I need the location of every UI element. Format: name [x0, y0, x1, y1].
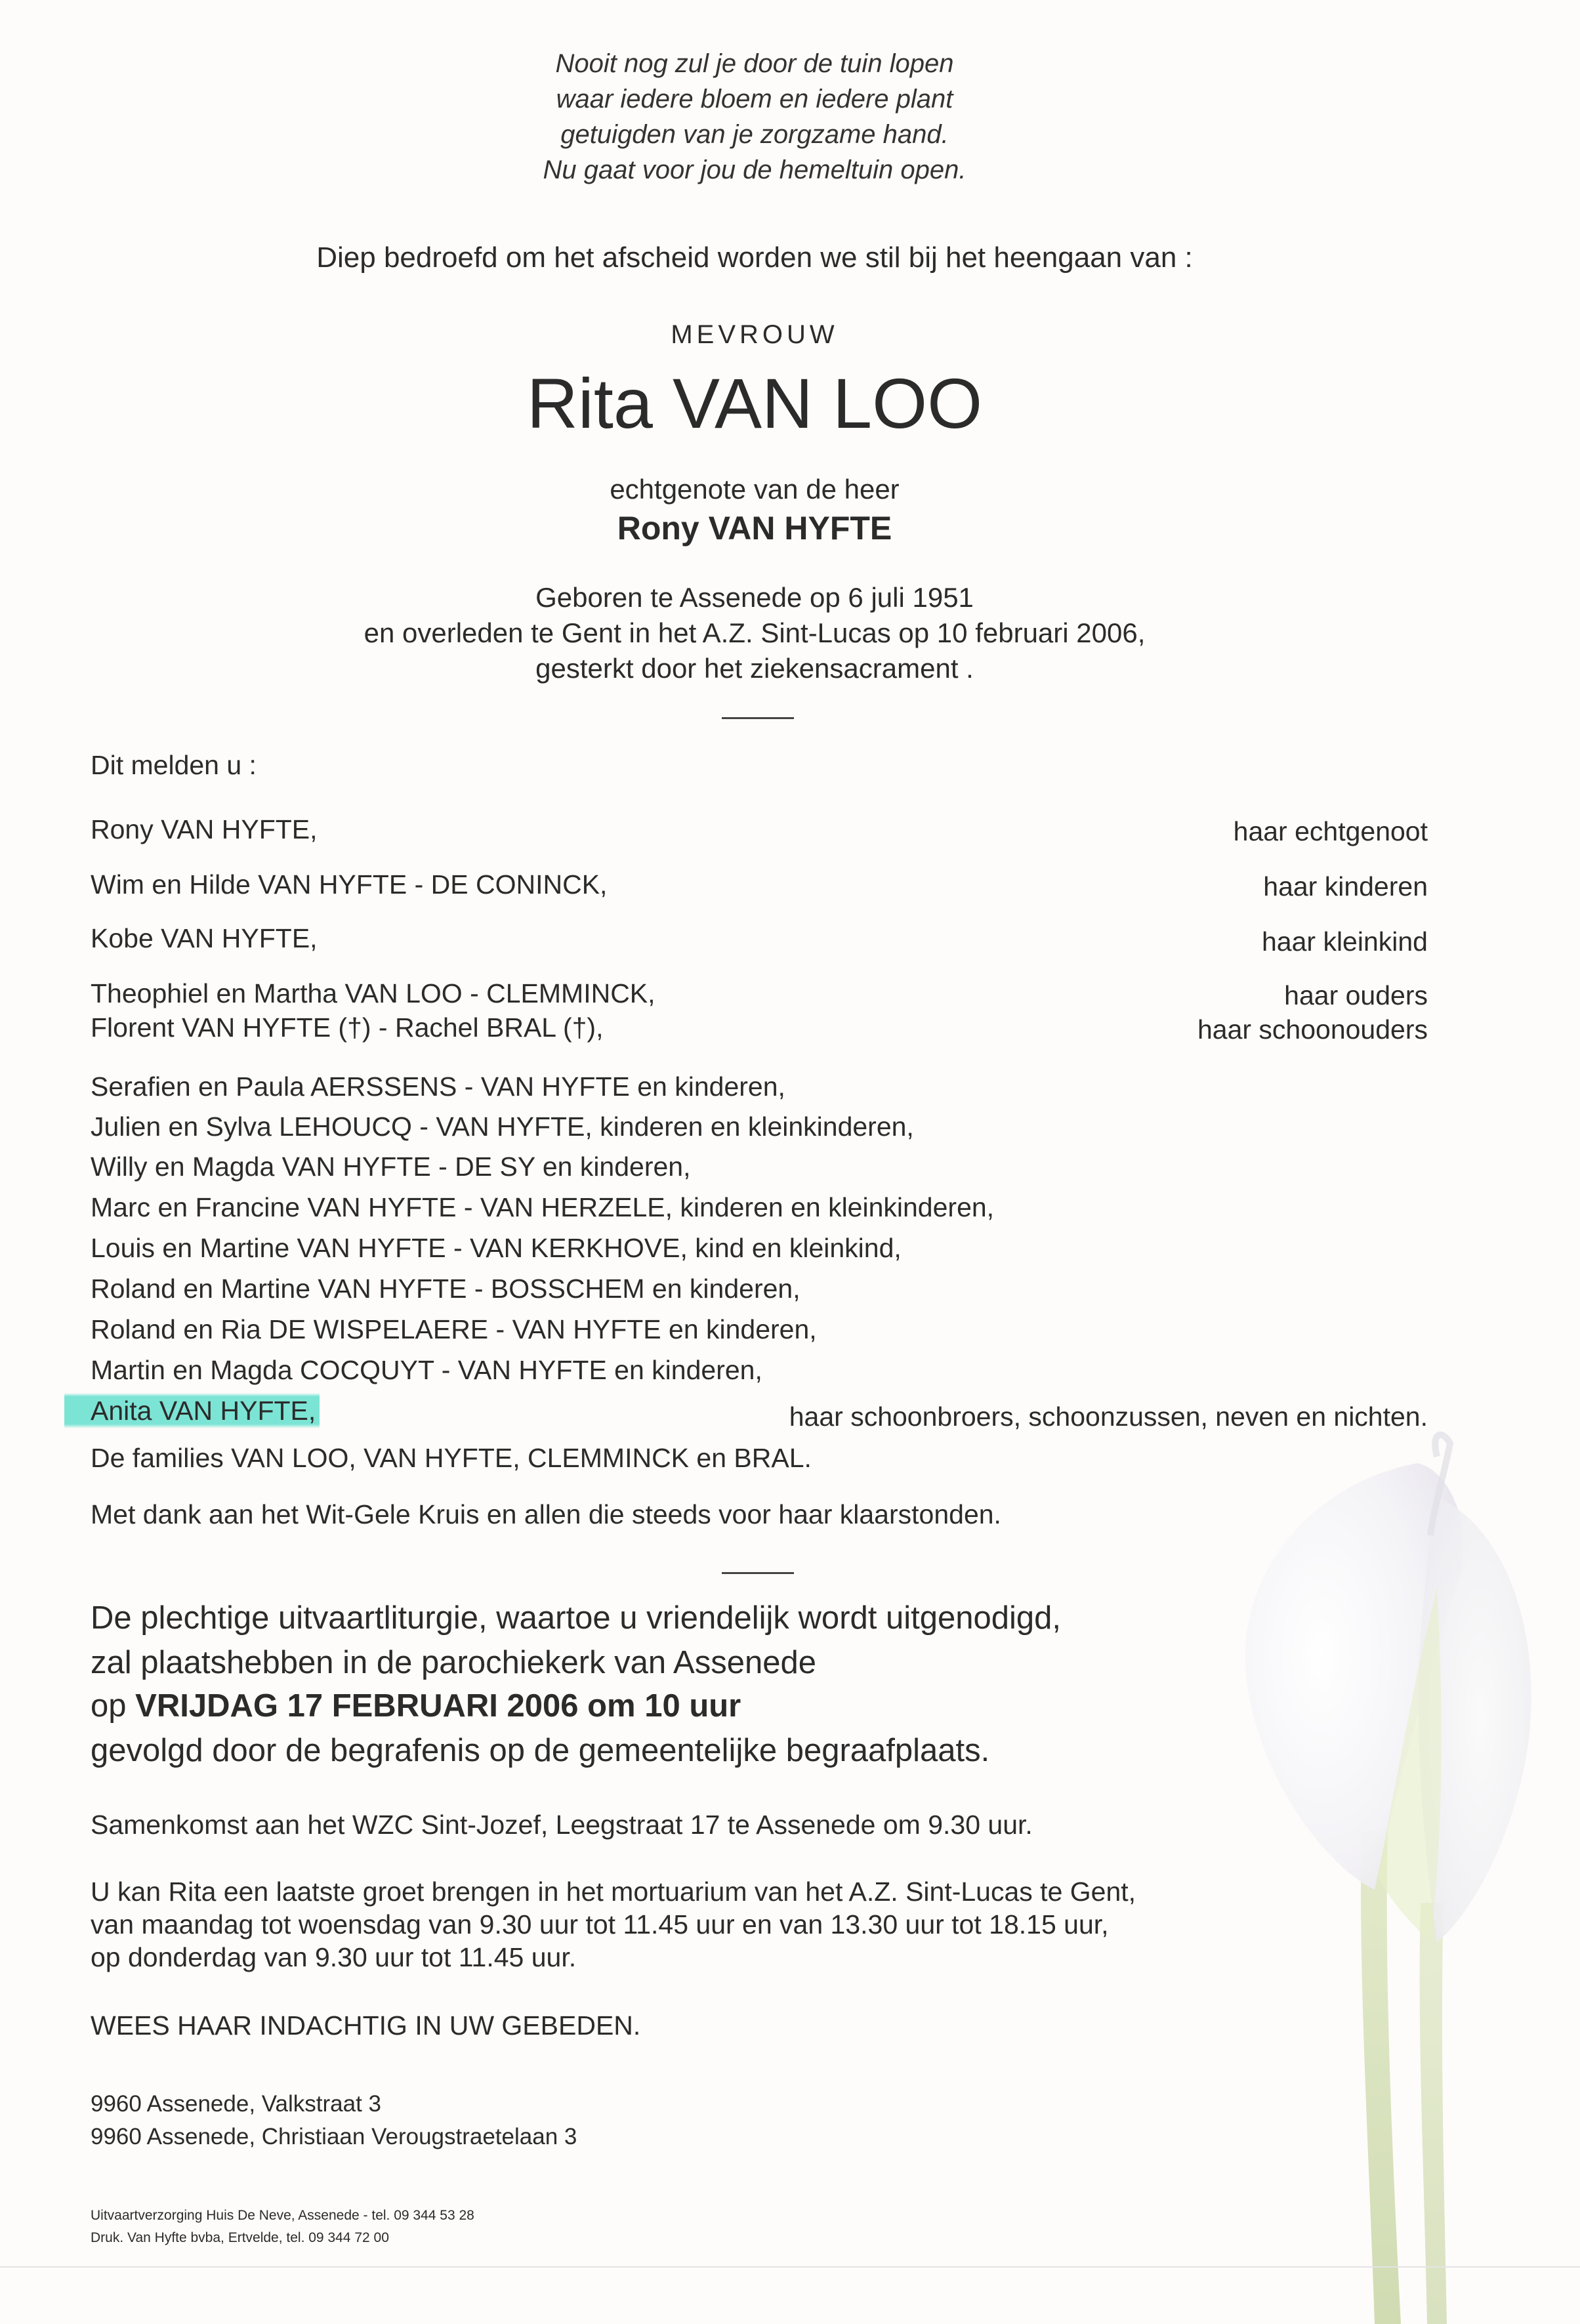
divider	[722, 1572, 794, 1574]
birth-death-info	[0, 580, 1509, 686]
highlight-marker: Anita VAN HYFTE,	[64, 1393, 320, 1428]
birth-line: Geboren te Assenede op 6 juli 1951	[535, 582, 974, 613]
deceased-name: Rita VAN LOO	[526, 363, 983, 443]
announce-label: Dit melden u :	[91, 750, 257, 780]
poem-line: Nooit nog zul je door de tuin lopen	[555, 49, 954, 78]
address-line: 9960 Assenede, Christiaan Verougstraetelaan 3	[91, 2124, 577, 2149]
intro-text: Diep bedroefd om het afscheid worden we stil bij het heengaan van :	[316, 241, 1193, 274]
ceremony-date-line	[91, 1684, 741, 1728]
prayer-line: WEES HAAR INDACHTIG IN UW GEBEDEN.	[91, 2010, 641, 2041]
spouse-intro: echtgenote van de heer	[610, 474, 900, 505]
thanks-line: Met dank aan het Wit-Gele Kruis en allen die steeds voor haar klaarstonden.	[91, 1499, 1001, 1529]
family-member: Wim en Hilde VAN HYFTE - DE CONINCK,	[91, 869, 608, 900]
family-member: Florent VAN HYFTE (†) - Rachel BRAL (†),	[91, 1012, 604, 1043]
family-relation: haar echtgenoot	[1233, 816, 1428, 846]
relative-line: Martin en Magda COCQUYT - VAN HYFTE en kinderen,	[91, 1355, 762, 1385]
relative-line: Louis en Martine VAN HYFTE - VAN KERKHOVE, kind en kleinkind,	[91, 1233, 902, 1263]
relative-line: Marc en Francine VAN HYFTE - VAN HERZELE, kinderen en kleinkinderen,	[91, 1192, 995, 1222]
honorific: MEVROUW	[671, 320, 839, 349]
relative-line: Roland en Ria DE WISPELAERE - VAN HYFTE en kinderen,	[91, 1314, 817, 1344]
poem-line: Nu gaat voor jou de hemeltuin open.	[543, 156, 967, 184]
family-member: Kobe VAN HYFTE,	[91, 923, 318, 953]
ceremony-line: zal plaatshebben in de parochiekerk van Assenede	[91, 1645, 816, 1680]
ceremony-date: VRIJDAG 17 FEBRUARI 2006 om 10 uur	[135, 1688, 741, 1724]
visit-line: van maandag tot woensdag van 9.30 uur tot 11.45 uur en van 13.30 uur tot 18.15 uur,	[91, 1909, 1109, 1940]
family-relation: haar kleinkind	[1262, 926, 1428, 957]
address-line: 9960 Assenede, Valkstraat 3	[91, 2091, 381, 2117]
poem-line: getuigden van je zorgzame hand.	[560, 120, 949, 149]
visit-line: U kan Rita een laatste groet brengen in het mortuarium van het A.Z. Sint-Lucas te Gent,	[91, 1877, 1136, 1907]
family-relation: haar kinderen	[1263, 871, 1428, 902]
spouse-name: Rony VAN HYFTE	[617, 510, 892, 547]
family-member: Rony VAN HYFTE,	[91, 814, 318, 844]
families-line: De families VAN LOO, VAN HYFTE, CLEMMINCK en BRAL.	[91, 1443, 812, 1473]
relative-line: Willy en Magda VAN HYFTE - DE SY en kinderen,	[91, 1152, 691, 1182]
relatives-relation: haar schoonbroers, schoonzussen, neven en nichten.	[789, 1401, 1428, 1432]
relative-line: Serafien en Paula AERSSENS - VAN HYFTE en kinderen,	[91, 1071, 785, 1102]
divider	[722, 717, 794, 719]
sacrament-line: gesterkt door het ziekensacrament .	[535, 653, 974, 684]
page-edge-line	[0, 2266, 1580, 2268]
highlighted-relative	[91, 1394, 320, 1428]
family-member: Theophiel en Martha VAN LOO - CLEMMINCK,	[91, 978, 655, 1008]
death-line: en overleden te Gent in het A.Z. Sint-Lucas op 10 februari 2006,	[364, 617, 1146, 648]
credit-line: Druk. Van Hyfte bvba, Ertvelde, tel. 09 344 72 00	[91, 2230, 389, 2245]
ceremony-line: gevolgd door de begrafenis op de gemeentelijke begraafplaats.	[91, 1733, 990, 1768]
poem-line: waar iedere bloem en iedere plant	[556, 85, 953, 114]
family-relation: haar ouders	[1284, 980, 1428, 1010]
visit-line: op donderdag van 9.30 uur tot 11.45 uur.	[91, 1942, 577, 1972]
poem	[0, 46, 1509, 188]
relative-line: Roland en Martine VAN HYFTE - BOSSCHEM en kinderen,	[91, 1274, 800, 1304]
family-relation: haar schoonouders	[1197, 1014, 1428, 1045]
credit-line: Uitvaartverzorging Huis De Neve, Assenede - tel. 09 344 53 28	[91, 2208, 474, 2223]
relative-line: Julien en Sylva LEHOUCQ - VAN HYFTE, kinderen en kleinkinderen,	[91, 1111, 914, 1142]
ceremony-line: De plechtige uitvaartliturgie, waartoe u vriendelijk wordt uitgenodigd,	[91, 1600, 1061, 1636]
gathering-line: Samenkomst aan het WZC Sint-Jozef, Leegstraat 17 te Assenede om 9.30 uur.	[91, 1810, 1033, 1840]
ceremony-date-prefix: op	[91, 1688, 127, 1724]
